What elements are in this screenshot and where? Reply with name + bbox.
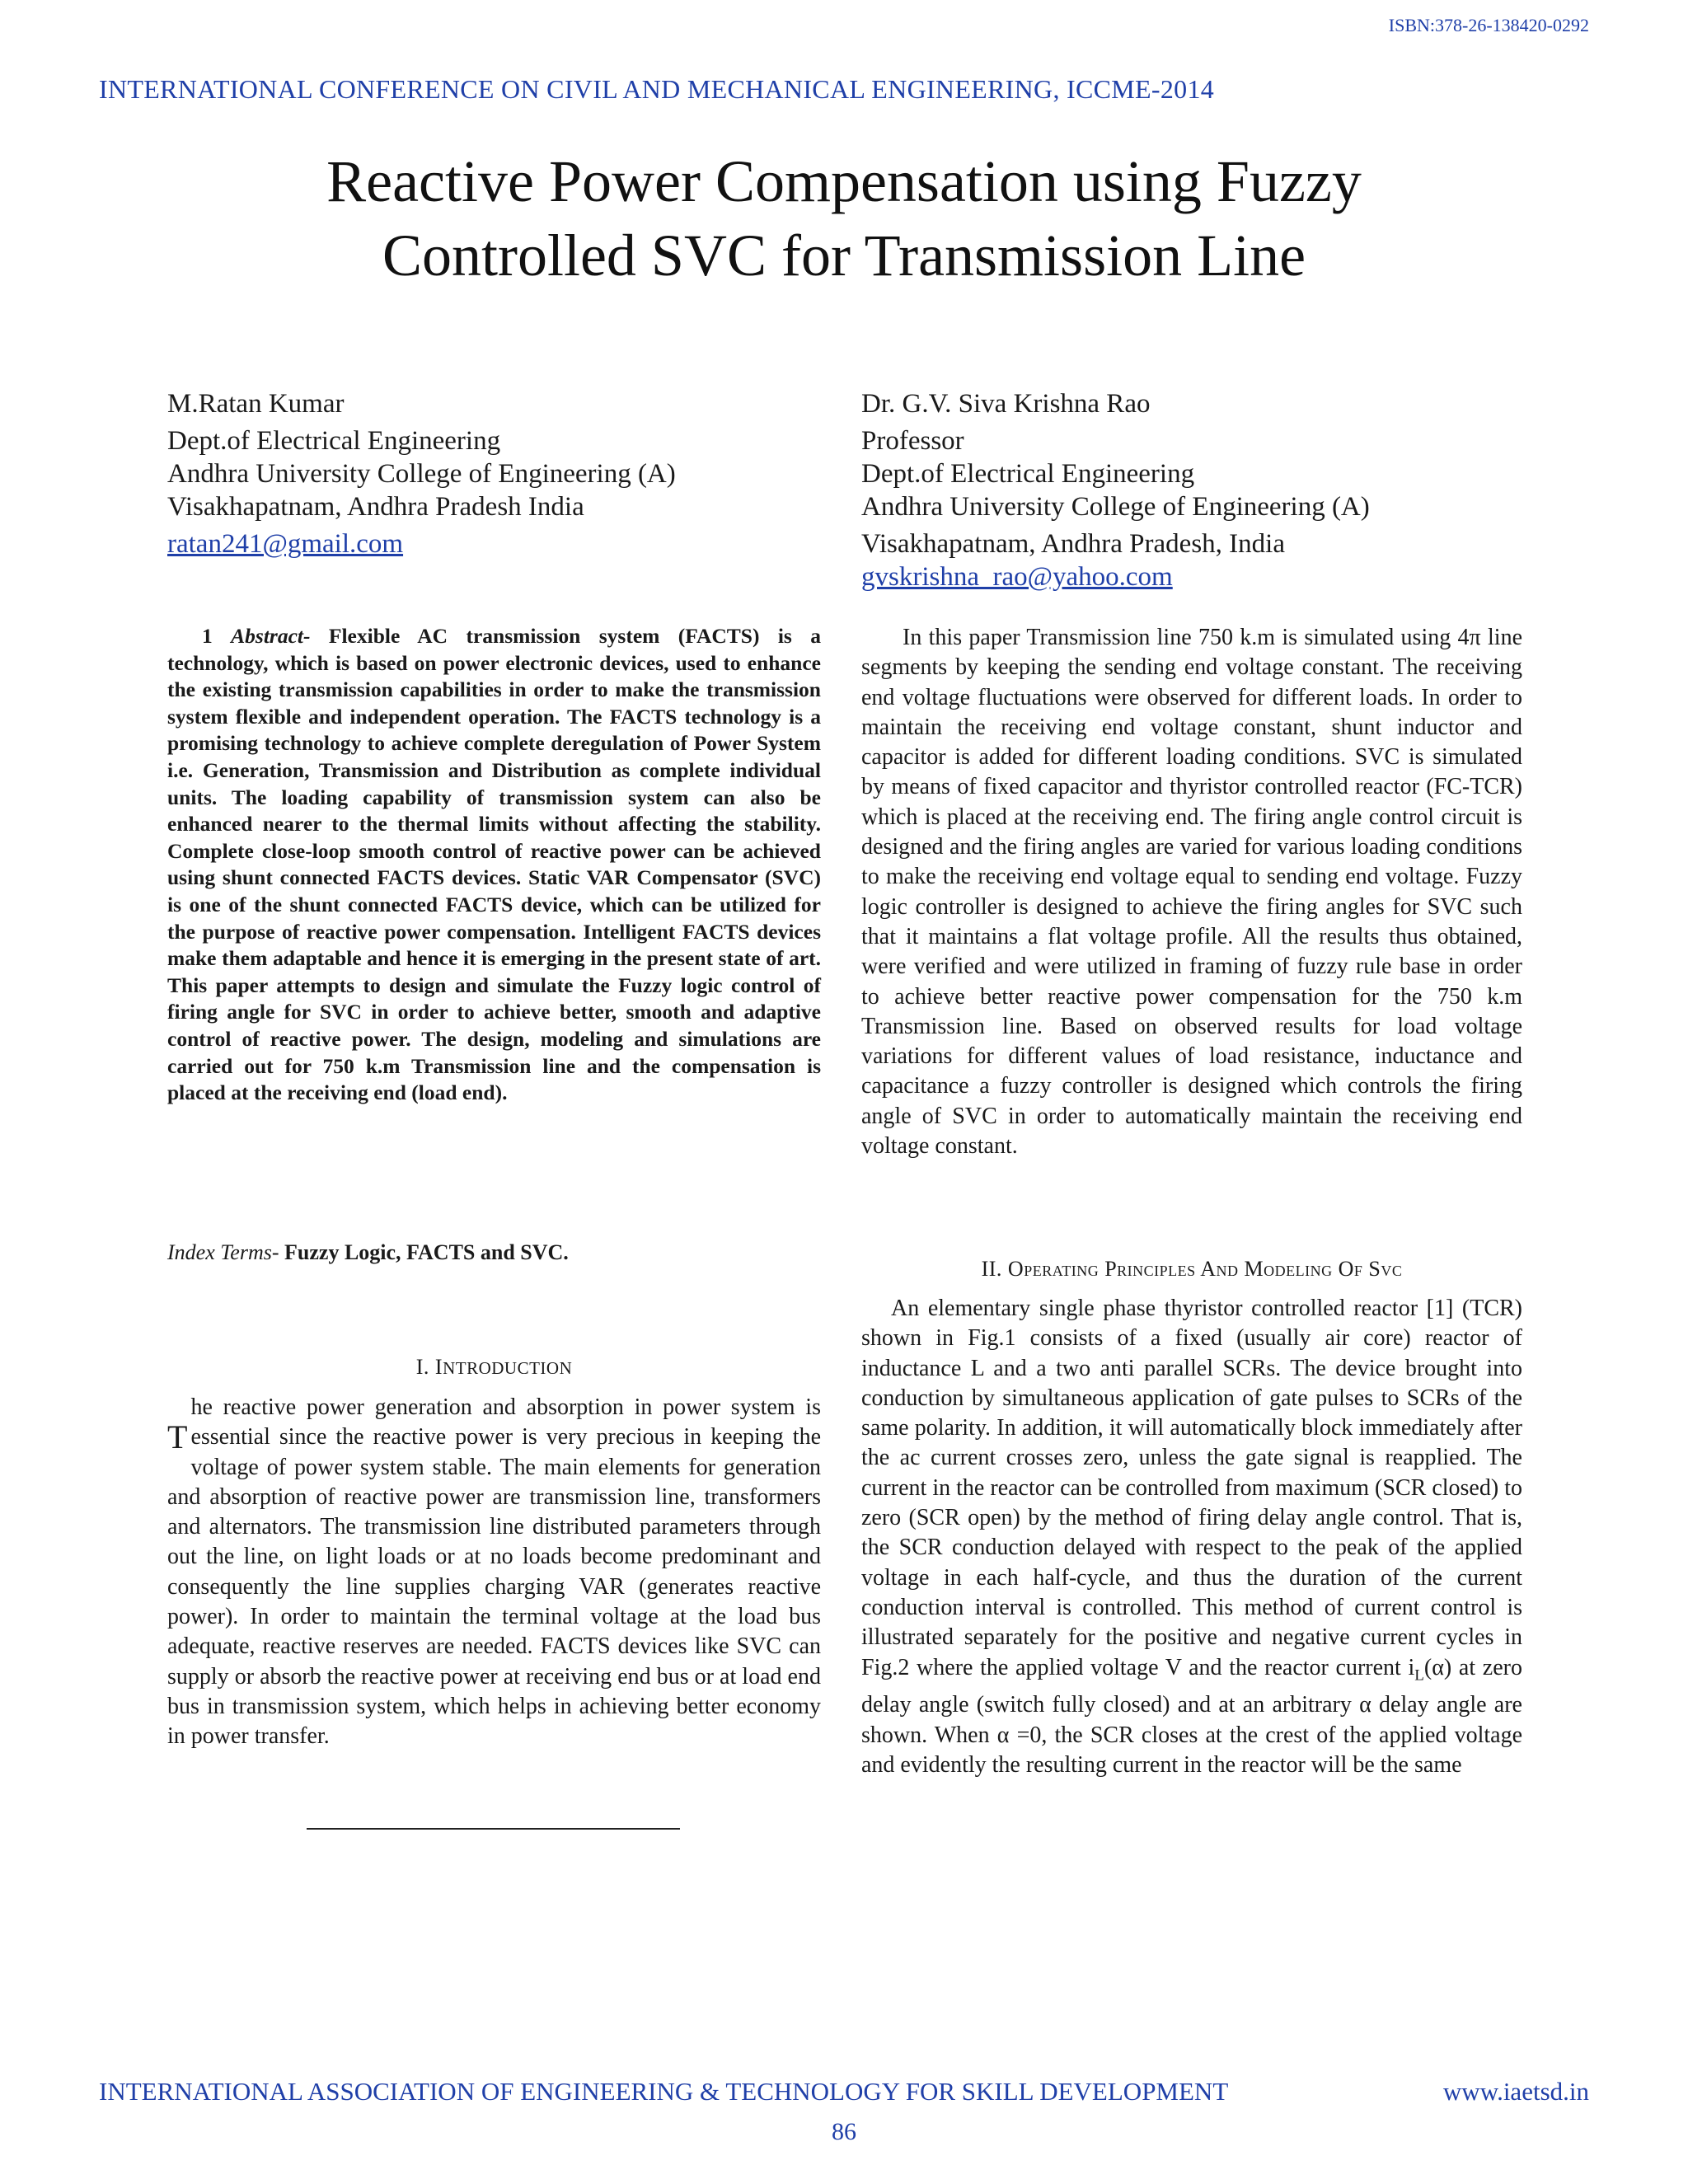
intro-heading-first: I [434, 1355, 443, 1379]
intro-dropcap: T [167, 1418, 188, 1455]
intro-heading-rest: NTRODUCTION [443, 1358, 573, 1378]
introduction-paragraph [167, 1393, 821, 1752]
author-dept: Dept.of Electrical Engineering [167, 426, 501, 456]
author-email-link[interactable]: ratan241@gmail.com [167, 529, 404, 559]
paper-title [0, 144, 1688, 293]
author-dept: Dept.of Electrical Engineering [861, 459, 1195, 489]
right-column-intro [861, 623, 1522, 1161]
index-terms-label: Index Terms- [167, 1240, 279, 1264]
current-subscript: L [1414, 1666, 1424, 1685]
intro-text: he reactive power generation and absorption in power system is essential since the reactive power is very precious in keeping the voltage of power system stable. The main elements for generation and absorption of reactive power are transmission line, transformers and alternators. The transmission line distributed parameters through out the line, on light loads or at no loads become predominant and consequently the line supplies charging VAR (generates reactive power). In order to maintain the terminal voltage at the load bus adequate, reactive reserves are needed. FACTS devices like SVC can supply or absorb the reactive power at receiving end bus or at load end bus in transmission system, which helps in achieving better economy in power transfer. [167, 1394, 821, 1750]
section-2-paragraph [861, 1294, 1522, 1780]
right-intro-paragraph: In this paper Transmission line 750 k.m is simulated using 4π line segments by keeping the sending end voltage constant. The receiving end voltage fluctuations were observed for different loads. In order to maintain the receiving end voltage constant, shunt inductor and capacitor is added for different loading conditions. SVC is simulated by means of fixed capacitor and thyristor controlled reactor (FC-TCR) which is placed at the receiving end. The firing angle control circuit is designed and the firing angles are varied for various loading conditions to make the receiving end voltage equal to sending end voltage. Fuzzy logic controller is designed to achieve the firing angles for SVC such that it maintains a flat voltage profile. All the results thus obtained, were verified and were utilized in framing of fuzzy rule base in order to achieve better reactive power compensation for the 750 k.m Transmission line. Based on observed results for load voltage variations for different values of load resistance, inductance and capacitance a fuzzy controller is designed which controls the firing angle of SVC in order to automatically maintain the receiving end voltage constant. [861, 625, 1522, 1160]
section-2-body [861, 1294, 1522, 1780]
author-block-2 [861, 387, 1370, 593]
footer-website[interactable]: www.iaetsd.in [1442, 2077, 1589, 2106]
author-block-1 [167, 387, 676, 560]
author-location: Visakhapatnam, Andhra Pradesh India [167, 492, 584, 522]
title-line-1: Reactive Power Compensation using Fuzzy [326, 148, 1362, 214]
author-college: Andhra University College of Engineering (A) [167, 459, 676, 489]
sec2-text-a: An elementary single phase thyristor controlled reactor [1] (TCR) shown in Fig.1 consists of a fixed (usually air core) reactor of inductance L and a two anti parallel SCRs. The device brought into conduction by simultaneous application of gate pulses to SCRs of the same polarity. In addition, it will automatically block immediately after the ac current crosses zero, unless the gate signal is reapplied. The current in the reactor can be controlled from maximum (SCR closed) to zero (SCR open) by the method of firing delay angle control. That is, the SCR conduction delayed with respect to the peak of the applied voltage in each half-cycle, and thus the duration of the current conduction interval is controlled. This method of current control is illustrated separately for the positive and negative current cycles in Fig.2 where the applied voltage V and the reactor current i [861, 1296, 1522, 1680]
section-2-heading: II. Operating Principles And Modeling Of Svc [981, 1257, 1403, 1281]
conference-header: INTERNATIONAL CONFERENCE ON CIVIL AND MECHANICAL ENGINEERING, ICCME-2014 [99, 74, 1215, 104]
index-terms [167, 1240, 821, 1265]
footer-association: INTERNATIONAL ASSOCIATION OF ENGINEERING & TECHNOLOGY FOR SKILL DEVELOPMENT [99, 2077, 1229, 2106]
intro-heading-num: I. [415, 1355, 429, 1379]
abstract-text: Flexible AC transmission system (FACTS) is a technology, which is based on power electronic devices, used to enhance the existing transmission capabilities in order to make the transmission system flexible and independent operation. The FACTS technology is a promising technology to achieve complete deregulation of Power System i.e. Generation, Transmission and Distribution as complete individual units. The loading capability of transmission system can also be enhanced nearer to the thermal limits without affecting the stability. Complete close-loop smooth control of reactive power can be achieved using shunt connected FACTS devices. Static VAR Compensator (SVC) is one of the shunt connected FACTS device, which can be utilized for the purpose of reactive power compensation. Intelligent FACTS devices make them adaptable and hence it is emerging in the present state of art. This paper attempts to design and simulate the Fuzzy logic control of firing angle for SVC in order to achieve better, smooth and adaptive control of reactive power. The design, modeling and simulations are carried out for 750 k.m Transmission line and the compensation is placed at the receiving end (load end). [167, 624, 821, 1105]
abstract-label: Abstract- [231, 624, 311, 648]
abstract-number: 1 [202, 624, 213, 648]
title-line-2: Controlled SVC for Transmission Line [382, 223, 1306, 288]
footnote-divider [307, 1828, 680, 1830]
author-location: Visakhapatnam, Andhra Pradesh, India [861, 529, 1285, 559]
author-college: Andhra University College of Engineering (A) [861, 492, 1370, 522]
author-name: Dr. G.V. Siva Krishna Rao [861, 389, 1151, 419]
index-terms-text: Fuzzy Logic, FACTS and SVC. [284, 1240, 569, 1264]
author-name: M.Ratan Kumar [167, 389, 345, 419]
sec2-text-b: (α) at zero delay angle (switch fully closed) and at an arbitrary α delay angle are shown. When α =0, the SCR closes at the crest of the applied voltage and evidently the resulting current in the reactor will be the same [861, 1654, 1522, 1779]
author-email-link[interactable]: gvskrishna_rao@yahoo.com [861, 562, 1173, 592]
abstract-paragraph [167, 623, 821, 1107]
author-role: Professor [861, 426, 964, 456]
page-number: 86 [832, 2118, 856, 2145]
introduction-heading [167, 1355, 821, 1380]
isbn-label: ISBN:378-26-138420-0292 [1388, 15, 1589, 35]
